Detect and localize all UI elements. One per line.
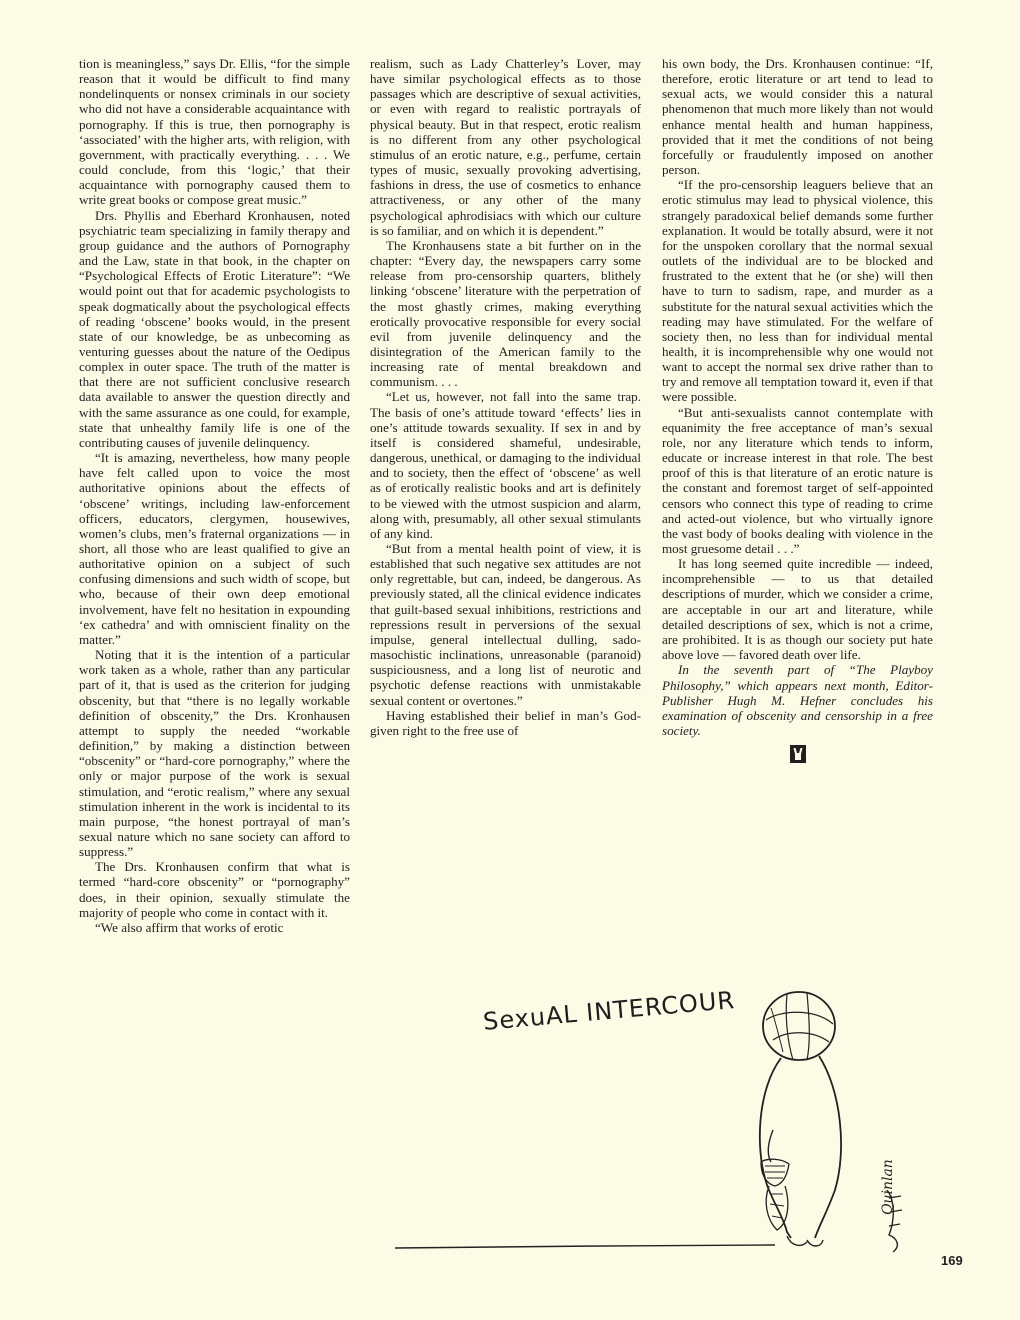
paragraph: “It is amazing, nevertheless, how many people have felt called upon to voice the most authoritative opinions about the effects of ‘obscene’ writings, including law-enforcement officers, educators, clergymen, housewives, women’s clubs, men’s fraternal organizations — in short, all those who are least qualified to give an authoritative opinion on a subject of such confusing dimensions and such width of scope, but who, because of their own deep emotional involvement, have felt no hesitation in expounding ‘ex cathedra’ and with omniscient finality on the matter.” (79, 450, 350, 647)
paragraph: The Drs. Kronhausen confirm that what is termed “hard-core obscenity” or “pornography” does, in their opinion, sexually stimulate the majority of people who come in contact with it. (79, 859, 350, 920)
paragraph: “Let us, however, not fall into the same trap. The basis of one’s attitude toward ‘effects’ lies in one’s attitude towards sexuality. If sex in and by itself is considered shameful, undesirable, dangerous, unethical, or damaging to the individual and to society, then the effect of ‘obscene’ as well as of erotically realistic books and art is definitely to be viewed with the utmost suspicion and alarm, along with, presumably, all other sexual stimulants of any kind. (370, 389, 641, 541)
paragraph: tion is meaningless,” says Dr. Ellis, “for the simple reason that it would be difficult to find many nondelinquents or nonsex criminals in our society who did not have a considerable acquaintance with pornography. If this is true, then pornography is ‘associated’ with the higher arts, with religion, with government, with practically everything. . . . We could conclude, from this ‘logic,’ that their acquaintance with pornography caused them to write great books or compose great music.” (79, 56, 350, 208)
paragraph: “But from a mental health point of view, it is established that such negative sex attitudes are not only regrettable, but can, indeed, be dangerous. As previously stated, all the clinical evidence indicates that guilt-based sexual inhibitions, restrictions and repressions result in perversions of the sexual impulse, general intellectual dulling, sado-masochistic inclinations, unreasonable (paranoid) suspiciousness, and a long list of neurotic and psychotic defense reactions with unmistakable sexual content or overtones.” (370, 541, 641, 708)
paragraph: his own body, the Drs. Kronhausen continue: “If, therefore, erotic literature or art tend to lead to sexual acts, we would consider this a natural phenomenon that much more likely than not would enhance mental health and human happiness, provided that it met the conditions of not being forcefully or fraudulently imposed on another person. (662, 56, 933, 178)
paragraph: The Kronhausens state a bit further on in the chapter: “Every day, the newspapers carry some release from pro-censorship quarters, blithely linking ‘obscene’ literature with the perpetration of the most ghastly crimes, making everything erotically provocative responsible for every social evil from juvenile delinquency and the disintegration of the American family to the increasing rate of mental breakdown and communism. . . . (370, 237, 641, 390)
cartoonist-signature: Quinlan (880, 1159, 896, 1215)
article-column-3 (662, 56, 933, 763)
paragraph: Drs. Phyllis and Eberhard Kronhausen, noted psychiatric team specializing in family therapy and group guidance and the authors of Pornography and the Law, state in that book, in the chapter on “Psychological Effects of Erotic Literature”: “We would point out that for academic psychologists to speak dogmatically about the psychological effects of reading ‘obscene’ books would, in the present state of our knowledge, be as unbecoming as venturing guesses about the nature of the Oedipus complex in outer space. The truth of the matter is that there are not sufficient conclusive research data available to answer the question directly and with the same assurance as one could, for example, state that unhealthy family life is one of the contributing causes of juvenile delinquency. (79, 207, 350, 450)
cartoon-caption: SexuAL INTERCOUR (482, 985, 737, 1036)
paragraph: “If the pro-censorship leaguers believe that an erotic stimulus may lead to physical violence, this strangely paradoxical belief demands some further explanation. It would be totally absurd, were it not for the unspoken corollary that the normal sexual outlets of the individual are to be blocked and frustrated to the extent that he (or she) will then have to turn to sadism, rape, and murder as a substitute for the natural sexual activities which the reading may have stimulated. For the welfare of society then, no less than for individual mental health, it is incomprehensible why one would not want to accept the normal sex drive rather than to try and remove all temptation toward it, even if that were possible. (662, 177, 933, 405)
cartoon-illustration (395, 980, 955, 1280)
paragraph: Noting that it is the intention of a particular work taken as a whole, rather than any particular part of it, that is used as the criterion for judging obscenity, but that “there is no legally workable definition of obscenity,” the Drs. Kronhausen attempt to supply the needed “workable definition,” by making a distinction between “obscenity” or “hard-core pornography,” where the only or major purpose of the work is sexual stimulation, and “erotic realism,” where any sexual stimulation inherent in the work is incidental to its main purpose, “the honest portrayal of man’s sexual nature which no sane society can afford to suppress.” (79, 647, 350, 860)
paragraph: “But anti-sexualists cannot contemplate with equanimity the free acceptance of man’s sexual role, nor any literature which tends to inform, educate or increase interest in that role. The best proof of this is that literature of an erotic nature is the constant and foremost target of self-appointed censors who connect this type of reading to crime and acted-out violence, but who virtually ignore the vast body of books dealing with violence in the most gruesome detail . . .” (662, 404, 933, 556)
rabbit-head-icon (790, 745, 806, 763)
article-column-1 (79, 56, 350, 935)
article-column-2 (370, 56, 641, 738)
paragraph: “We also affirm that works of erotic (95, 919, 284, 935)
page-number: 169 (941, 1253, 963, 1268)
editor-note: In the seventh part of “The Playboy Philosophy,” which appears next month, Editor-Publisher Hugh M. Hefner concludes his examination of obscenity and censorship in a free society. (662, 662, 933, 739)
paragraph: realism, such as Lady Chatterley’s Lover, may have similar psychological effects as to those passages which are descriptive of sexual activities, or even with regard to realistic portrayals of physical beauty. But in that respect, erotic realism is no different from any other psychological stimulus of an erotic nature, e.g., perfume, certain types of music, sexually provoking advertising, fashions in dress, the use of cosmetics to enhance attractiveness, or any other of the many psychological aphrodisiacs with which our culture is so familiar, and on which it is dependent.” (370, 56, 641, 238)
paragraph: Having established their belief in man’s God-given right to the free use of (370, 707, 641, 738)
paragraph: It has long seemed quite incredible — indeed, incomprehensible — to us that detailed descriptions of murder, which we consider a crime, are acceptable in our art and literature, while detailed descriptions of sex, which is not a crime, are prohibited. It is as though our society put hate above love — favored death over life. (662, 556, 933, 663)
